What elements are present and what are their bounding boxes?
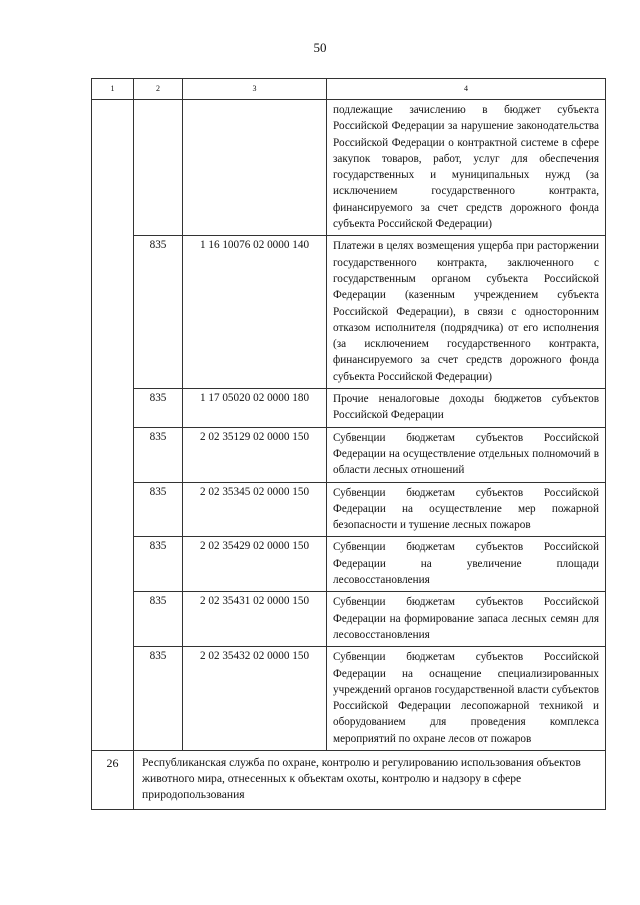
budget-classification-code-cell: 2 02 35129 02 0000 150 <box>183 427 327 482</box>
budget-classification-code-cell: 1 17 05020 02 0000 180 <box>183 389 327 428</box>
table-row <box>92 482 606 537</box>
admin-code-cell: 835 <box>134 482 183 537</box>
section-row <box>92 750 606 809</box>
table-row <box>92 647 606 751</box>
budget-classification-code-cell: 2 02 35432 02 0000 150 <box>183 647 327 751</box>
budget-classification-code-cell: 2 02 35431 02 0000 150 <box>183 592 327 647</box>
admin-code-cell: 835 <box>134 647 183 751</box>
income-description-cell: подлежащие зачислению в бюджет субъекта Российской Федерации за нарушение законодательства Российской Федерации о контрактной системе в сфере закупок товаров, работ, услуг для обеспечения государственных и муниципальных нужд (за исключением государственного контракта, финансируемого за счет средств дорожного фонда субъекта Российской Федерации) <box>327 100 606 236</box>
column-header-4: 4 <box>327 79 606 100</box>
admin-code-cell: 835 <box>134 592 183 647</box>
admin-code-cell: 835 <box>134 389 183 428</box>
section-number: 26 <box>92 750 134 809</box>
admin-code-cell <box>134 100 183 236</box>
table-header-row <box>92 79 606 100</box>
table-row <box>92 537 606 592</box>
income-description-cell: Субвенции бюджетам субъектов Российской Федерации на осуществление отдельных полномочий в области лесных отношений <box>327 427 606 482</box>
budget-classification-code-cell <box>183 100 327 236</box>
table-row <box>92 427 606 482</box>
income-description-cell: Субвенции бюджетам субъектов Российской Федерации на увеличение площади лесовосстановления <box>327 537 606 592</box>
income-description-cell: Субвенции бюджетам субъектов Российской Федерации на осуществление мер пожарной безопасности и тушение лесных пожаров <box>327 482 606 537</box>
admin-code-cell: 835 <box>134 427 183 482</box>
admin-code-cell: 835 <box>134 236 183 389</box>
income-description-cell: Платежи в целях возмещения ущерба при расторжении государственного контракта, заключенного с государственным органом субъекта Российской Федерации (казенным учреждением субъекта Российской Федерации), в связи с односторонним отказом исполнителя (подрядчика) от его исполнения (за исключением государственного контракта, финансируемого за счет средств дорожного фонда субъекта Российской Федерации) <box>327 236 606 389</box>
budget-classification-code-cell: 2 02 35429 02 0000 150 <box>183 537 327 592</box>
admin-code-cell: 835 <box>134 537 183 592</box>
budget-income-table <box>91 78 606 810</box>
section-title: Республиканская служба по охране, контролю и регулированию использования объектов животного мира, отнесенных к объектам охоты, контролю и надзору в сфере природопользования <box>134 750 606 809</box>
table-row <box>92 592 606 647</box>
column-header-3: 3 <box>183 79 327 100</box>
table-row <box>92 389 606 428</box>
table-row <box>92 100 606 236</box>
income-description-cell: Субвенции бюджетам субъектов Российской Федерации на оснащение специализированных учреждений органов государственной власти субъектов Российской Федерации лесопожарной техникой и оборудованием для проведения комплекса мероприятий по охране лесов от пожаров <box>327 647 606 751</box>
budget-classification-code-cell: 2 02 35345 02 0000 150 <box>183 482 327 537</box>
page-number: 50 <box>313 40 327 55</box>
column-header-1: 1 <box>92 79 134 100</box>
table-row <box>92 236 606 389</box>
income-description-cell: Субвенции бюджетам субъектов Российской Федерации на формирование запаса лесных семян для лесовосстановления <box>327 592 606 647</box>
income-description-cell: Прочие неналоговые доходы бюджетов субъектов Российской Федерации <box>327 389 606 428</box>
budget-classification-code-cell: 1 16 10076 02 0000 140 <box>183 236 327 389</box>
row-group-number-cell <box>92 100 134 751</box>
column-header-2: 2 <box>134 79 183 100</box>
